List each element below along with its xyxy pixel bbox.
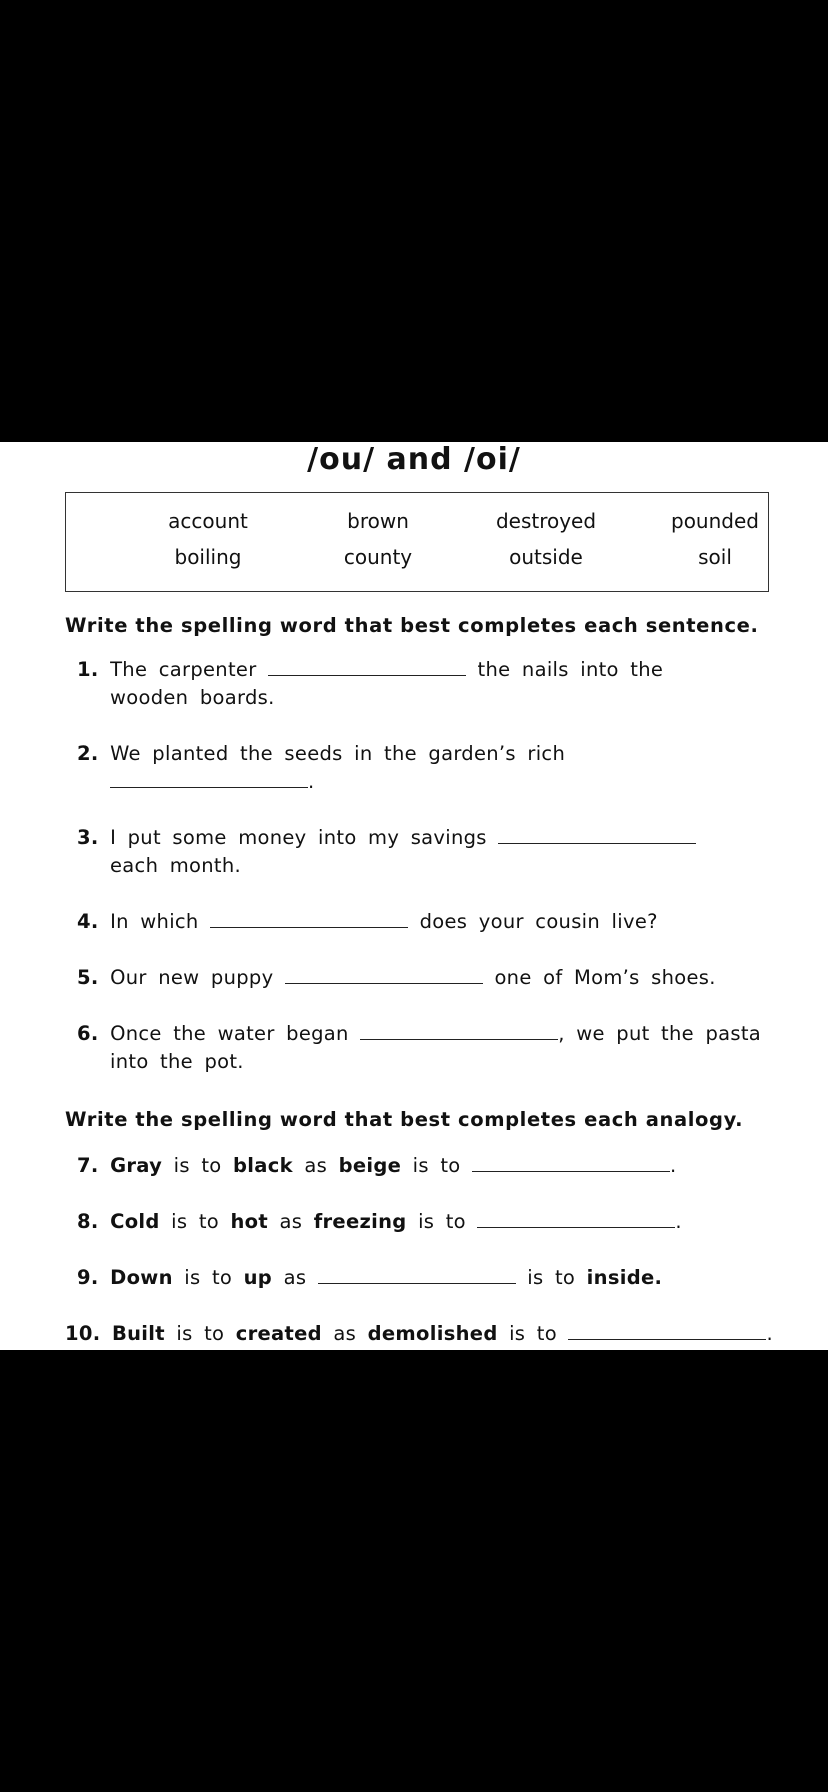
worksheet-page bbox=[0, 442, 828, 1350]
word-bank-item: pounded bbox=[671, 509, 759, 533]
sentence-4: 4. In which does your cousin live? bbox=[77, 910, 658, 933]
page-title: /ou/ and /oi/ bbox=[307, 442, 521, 477]
answer-blank-6[interactable] bbox=[360, 1021, 558, 1040]
word-bank bbox=[65, 492, 769, 592]
sentence-2-continued: . bbox=[110, 768, 315, 796]
answer-blank-1[interactable] bbox=[268, 657, 466, 676]
answer-blank-10[interactable] bbox=[568, 1321, 766, 1340]
sentence-6-continued: into the pot. bbox=[110, 1050, 244, 1073]
answer-blank-7[interactable] bbox=[472, 1153, 670, 1172]
analogy-10: 10. Built is to created as demolished is to . bbox=[65, 1322, 773, 1345]
word-bank-item: destroyed bbox=[495, 509, 597, 533]
word-bank-item: county bbox=[343, 545, 413, 569]
answer-blank-5[interactable] bbox=[285, 965, 483, 984]
analogy-8: 8. Cold is to hot as freezing is to . bbox=[77, 1210, 682, 1233]
word-bank-item: boiling bbox=[174, 545, 242, 569]
word-bank-item: brown bbox=[347, 509, 409, 533]
sentence-6: 6. Once the water began , we put the pasta bbox=[77, 1022, 762, 1045]
answer-blank-8[interactable] bbox=[477, 1209, 675, 1228]
sentence-1: 1. The carpenter the nails into the bbox=[77, 658, 664, 681]
sentence-5: 5. Our new puppy one of Mom’s shoes. bbox=[77, 966, 716, 989]
sentence-2: 2. We planted the seeds in the garden’s rich bbox=[77, 742, 566, 765]
answer-blank-3[interactable] bbox=[498, 825, 696, 844]
sentence-3-continued: each month. bbox=[110, 854, 242, 877]
answer-blank-4[interactable] bbox=[210, 909, 408, 928]
word-bank-item: outside bbox=[509, 545, 583, 569]
analogy-7: 7. Gray is to black as beige is to . bbox=[77, 1154, 677, 1177]
section-heading-analogies: Write the spelling word that best completes each analogy. bbox=[65, 1108, 744, 1131]
answer-blank-9[interactable] bbox=[318, 1265, 516, 1284]
word-bank-item: soil bbox=[698, 545, 732, 569]
sentence-1-continued: wooden boards. bbox=[110, 686, 275, 709]
section-heading-sentences: Write the spelling word that best completes each sentence. bbox=[65, 614, 759, 637]
sentence-3: 3. I put some money into my savings bbox=[77, 824, 696, 852]
analogy-9: 9. Down is to up as is to inside. bbox=[77, 1266, 663, 1289]
word-bank-item: account bbox=[168, 509, 248, 533]
answer-blank-2[interactable] bbox=[110, 769, 308, 788]
